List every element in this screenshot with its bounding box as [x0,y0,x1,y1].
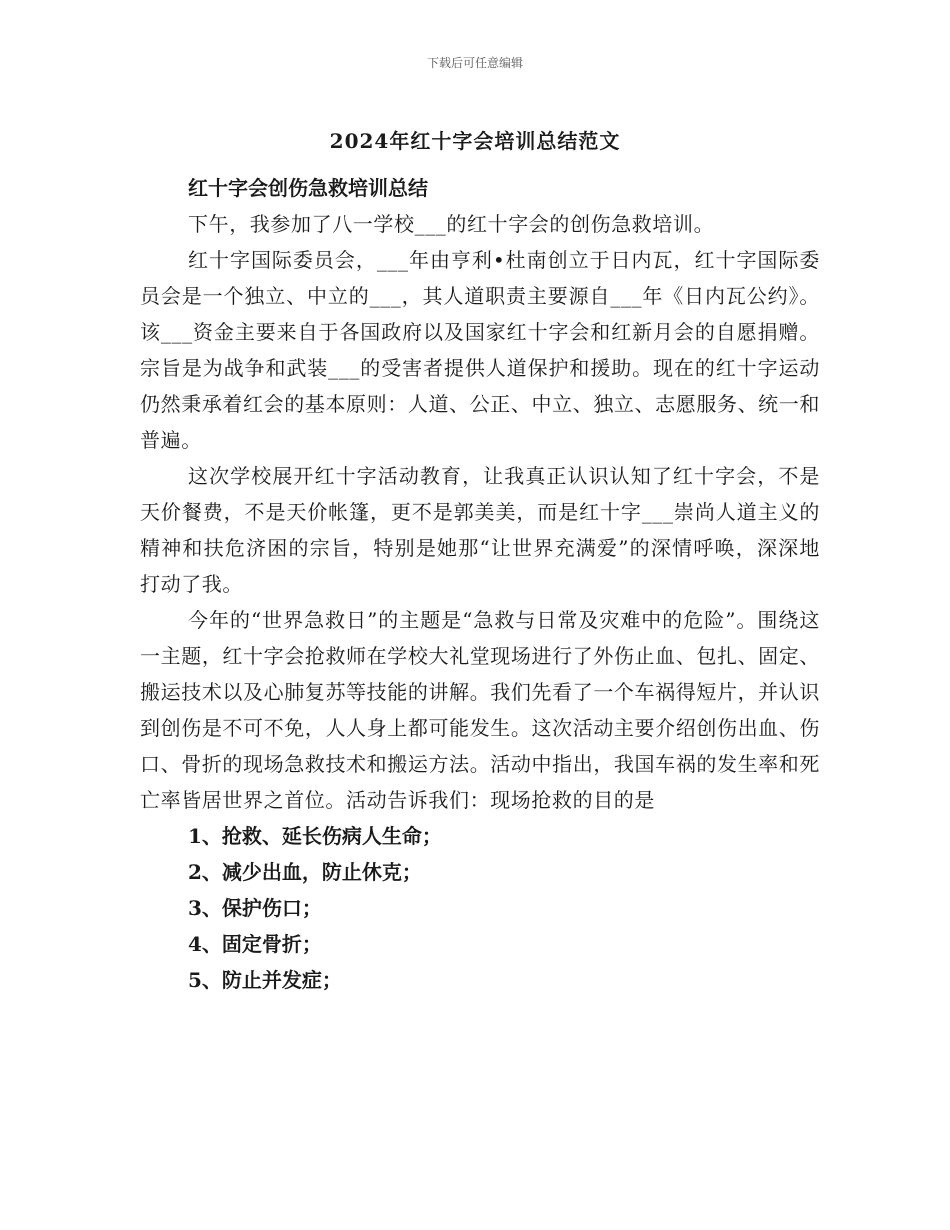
list-item: 5、防止并发症； [188,968,342,992]
list-item: 1、抢救、延长伤病人生命； [188,824,442,848]
document-title: 2024年红十字会培训总结范文 [329,129,621,153]
document-body [140,170,820,998]
rescue-goals-list [140,818,820,998]
paragraph-first-aid-day: 今年的“世界急救日”的主题是“急救与日常及灾难中的危险”。围绕这一主题，红十字会抢救师在学校大礼堂现场进行了外伤止血、包扎、固定、搬运技术以及心肺复苏等技能的讲解。我们先看了一个车祸得短片，并认识到创伤是不可不免，人人身上都可能发生。这次活动主要介绍创伤出血、伤口、骨折的现场急救技术和搬运方法。活动中指出，我国车祸的发生率和死亡率皆居世界之首位。活动告诉我们：现场抢救的目的是 [140,608,820,812]
list-item: 2、减少出血，防止休克； [188,860,422,884]
list-item: 4、固定骨折； [188,932,322,956]
section-heading: 红十字会创伤急救培训总结 [188,176,428,200]
paragraph-intro: 下午，我参加了八一学校___的红十字会的创伤急救培训。 [188,212,715,236]
paragraph-red-cross-history: 红十字国际委员会，___年由亨利•杜南创立于日内瓦，红十字国际委员会是一个独立、中立的___，其人道职责主要源自___年《日内瓦公约》。该___资金主要来自于各国政府以及国家红十字会和红新月会的自愿捐赠。宗旨是为战争和武装___的受害者提供人道保护和援助。现在的红十字运动仍然秉承着红会的基本原则：人道、公正、中立、独立、志愿服务、统一和普遍。 [140,248,820,452]
paragraph-school-education: 这次学校展开红十字活动教育，让我真正认识认知了红十字会，不是天价餐费，不是天价帐篷，更不是郭美美，而是红十字___崇尚人道主义的精神和扶危济困的宗旨，特别是她那“让世界充满爱”的深情呼唤，深深地打动了我。 [140,464,820,596]
page-header-note: 下载后可任意编辑 [426,56,523,70]
list-item: 3、保护伤口； [188,896,322,920]
